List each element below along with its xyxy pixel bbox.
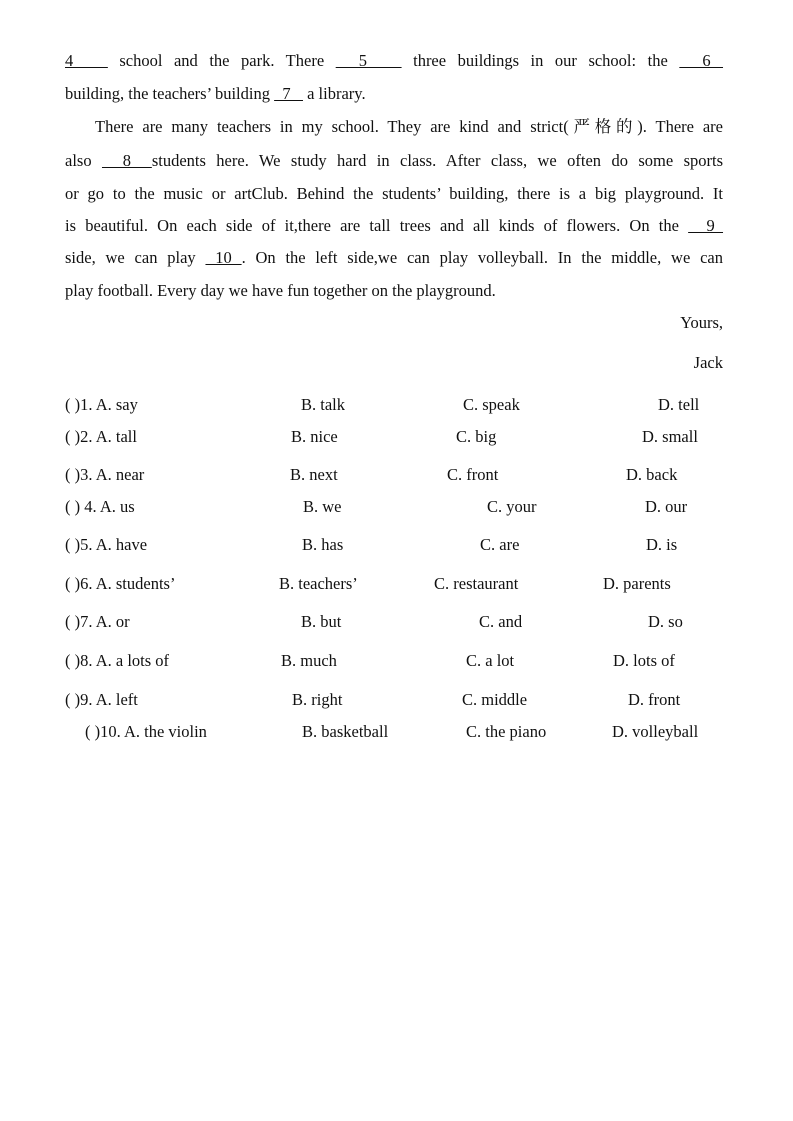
option-b: B. has: [302, 535, 344, 554]
passage-line-4: [65, 153, 723, 170]
option-d: D. so: [648, 612, 683, 631]
text: building, the teachers’ building: [65, 84, 275, 103]
blank-6: 6: [679, 51, 724, 70]
question-stem: ( )10. A. the violin: [85, 722, 207, 741]
passage-line-1: [65, 53, 723, 70]
text: a library.: [302, 84, 366, 103]
passage-line-2: [65, 86, 723, 103]
question-stem: ( ) 4. A. us: [65, 497, 135, 516]
option-c: C. are: [480, 535, 520, 554]
option-d: D. lots of: [613, 651, 675, 670]
option-d: D. front: [628, 690, 681, 709]
blank-5: 5: [335, 51, 402, 70]
option-b: B. basketball: [302, 722, 389, 741]
text: . On the left side,we can play volleyball. In the middle, we can: [241, 248, 723, 267]
text: side, we can play: [65, 248, 206, 267]
option-b: B. next: [290, 465, 338, 484]
question-stem: ( )8. A. a lots of: [65, 651, 170, 670]
question-stem: ( )2. A. tall: [65, 427, 137, 446]
text: is beautiful. On each side of it,there are tall trees and all kinds of flowers. On the: [65, 216, 689, 235]
text: also: [65, 151, 102, 170]
option-d: D. parents: [603, 574, 671, 593]
text: three buildings in our school: the: [401, 51, 680, 70]
option-b: B. much: [281, 651, 337, 670]
option-b: B. right: [292, 690, 343, 709]
option-c: C. your: [487, 497, 537, 516]
blank-10: 10: [205, 248, 242, 267]
passage-line-3: There are many teachers in my school. They are kind and strict(严格的). There are: [95, 117, 723, 136]
blank-9: 9: [688, 216, 724, 235]
option-c: C. the piano: [466, 722, 547, 741]
option-d: D. tell: [658, 395, 700, 414]
question-stem: ( )7. A. or: [65, 612, 130, 631]
question-stem: ( )1. A. say: [65, 395, 138, 414]
option-c: C. and: [479, 612, 523, 631]
option-b: B. we: [303, 497, 342, 516]
option-d: D. volleyball: [612, 722, 699, 741]
letter-signature: Jack: [693, 353, 723, 372]
passage-line-6: [65, 218, 723, 235]
question-stem: ( )6. A. students’: [65, 574, 176, 593]
option-c: C. restaurant: [434, 574, 519, 593]
question-stem: ( )3. A. near: [65, 465, 145, 484]
option-d: D. our: [645, 497, 688, 516]
option-c: C. middle: [462, 690, 528, 709]
question-stem: ( )5. A. have: [65, 535, 148, 554]
option-b: B. but: [301, 612, 342, 631]
blank-4: 4: [65, 51, 108, 70]
option-c: C. a lot: [466, 651, 515, 670]
question-stem: ( )9. A. left: [65, 690, 138, 709]
text: students here. We study hard in class. After class, we often do some sports: [151, 151, 723, 170]
option-b: B. teachers’: [279, 574, 358, 593]
letter-closing: Yours,: [680, 313, 723, 332]
passage-line-5: or go to the music or artClub. Behind the students’ building, there is a big playground. It: [65, 184, 723, 203]
blank-8: 8: [101, 151, 152, 170]
option-d: D. small: [642, 427, 698, 446]
text: school and the park. There: [107, 51, 336, 70]
passage-line-8: play football. Every day we have fun together on the playground.: [65, 281, 496, 300]
option-c: C. big: [456, 427, 497, 446]
option-d: D. back: [626, 465, 678, 484]
passage-line-7: [65, 250, 723, 267]
option-b: B. talk: [301, 395, 345, 414]
option-c: C. speak: [463, 395, 520, 414]
blank-7: 7: [274, 84, 303, 103]
option-b: B. nice: [291, 427, 338, 446]
option-c: C. front: [447, 465, 499, 484]
option-d: D. is: [646, 535, 678, 554]
